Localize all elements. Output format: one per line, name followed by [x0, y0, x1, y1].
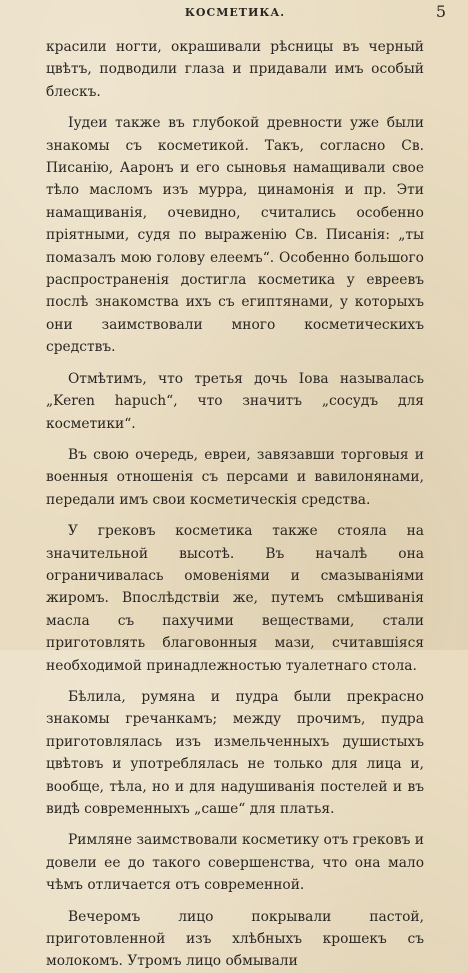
paragraph-continued: красили ногти, окрашивали рѣсницы въ черный цвѣтъ, подводили глаза и придавали имъ особый блескъ. — [46, 39, 424, 100]
paragraph-judeans: Іудеи также въ глубокой древности уже были знакомы съ косметикой. Такъ, согласно Св. Писанію, Ааронъ и его сыновья намащивали свое тѣло масломъ изъ мурра, цинамонія и пр. Эти намащиванія, очевидно, считались особенно пріятными, судя по выраженію Св. Писанія: „ты помазалъ мою голову елеемъ“. Особенно большого распространенія достигла косметика у евреевъ послѣ знакомства ихъ съ египтянами, у которыхъ они заимствовали много косметическихъ средствъ. — [46, 115, 424, 356]
paragraph-evening: Вечеромъ лицо покрывали пастой, приготовленной изъ хлѣбныхъ крошекъ съ молокомъ. Утромъ лицо обмывали — [46, 908, 424, 970]
running-head: КОСМЕТИКА. — [184, 6, 286, 19]
paragraph-persians: Въ свою очередь, евреи, завязавши торговыя и военныя отношенія съ персами и вавилонянами, передали имъ свои косметическія средства. — [46, 446, 424, 508]
body-text — [46, 36, 424, 973]
paragraph-greek-women: Бѣлила, румяна и пудра были прекрасно знакомы гречанкамъ; между прочимъ, пудра приготовлялась изъ измельченныхъ душистыхъ цвѣтовъ и употреблялась не только для лица и, вообще, тѣла, но и для надушиванія постелей и въ видѣ современныхъ „саше“ для платья. — [46, 688, 424, 817]
page-header — [46, 0, 446, 36]
paragraph-greeks: У грековъ косметика также стояла на значительной высотѣ. Въ началѣ она ограничивалась омовеніями и смазываніями жиромъ. Впослѣдствіи же, путемъ смѣшиванія масла съ пахучими веществами, стали приготовлять благовонныя мази, считавшіяся необходимой принадлежностью туалетнаго стола. — [46, 523, 424, 674]
paragraph-job-daughter: Отмѣтимъ, что третья дочь Іова называлась „Keren hapuch“, что значитъ „сосудъ для косметики“. — [46, 370, 424, 432]
paragraph-romans: Римляне заимствовали косметику отъ грековъ и довели ее до такого совершенства, что она мало чѣмъ отличается отъ современной. — [46, 832, 424, 894]
page-number: 5 — [435, 2, 446, 21]
